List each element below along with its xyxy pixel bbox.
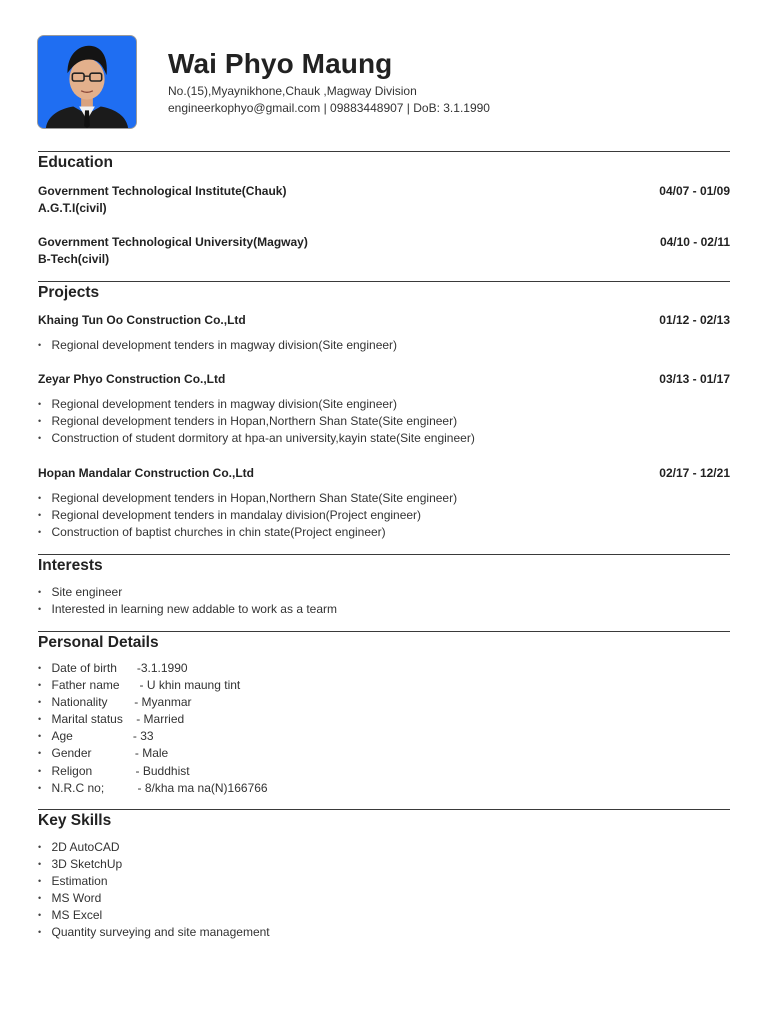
list-item: • Gender - Male	[38, 745, 268, 762]
project-dates: 02/17 - 12/21	[659, 466, 730, 480]
list-item: • Quantity surveying and site management	[38, 924, 270, 941]
project-dates: 03/13 - 01/17	[659, 372, 730, 386]
section-divider	[38, 151, 730, 152]
list-item: • Regional development tenders in magway division(Site engineer)	[38, 337, 397, 354]
project-dates: 01/12 - 02/13	[659, 313, 730, 327]
list-item: • Marital status - Married	[38, 711, 268, 728]
list-item: • Father name - U khin maung tint	[38, 677, 268, 694]
list-item: • Religon - Buddhist	[38, 763, 268, 780]
project-items	[38, 337, 397, 354]
list-item: • Construction of student dormitory at hpa-an university,kayin state(Site engineer)	[38, 430, 475, 447]
section-divider	[38, 281, 730, 282]
list-item: • MS Excel	[38, 907, 270, 924]
address-line: No.(15),Myaynikhone,Chauk ,Magway Division	[168, 84, 417, 98]
profile-photo	[37, 35, 137, 129]
education-dates: 04/07 - 01/09	[659, 184, 730, 198]
personal-details-list	[38, 660, 268, 797]
education-heading: Education	[38, 154, 113, 171]
list-item: • Site engineer	[38, 584, 337, 601]
project-items	[38, 396, 475, 447]
list-item: • MS Word	[38, 890, 270, 907]
list-item: • Nationality - Myanmar	[38, 694, 268, 711]
education-dates: 04/10 - 02/11	[659, 235, 730, 249]
interests-list	[38, 584, 337, 618]
project-company: Zeyar Phyo Construction Co.,Ltd	[38, 372, 226, 386]
list-item: • Regional development tenders in Hopan,Northern Shan State(Site engineer)	[38, 413, 475, 430]
interests-heading: Interests	[38, 557, 103, 574]
section-divider	[38, 554, 730, 555]
education-degree: B-Tech(civil)	[38, 252, 110, 266]
list-item: • 2D AutoCAD	[38, 839, 270, 856]
list-item: • 3D SketchUp	[38, 856, 270, 873]
list-item: • Age - 33	[38, 728, 268, 745]
personal-details-heading: Personal Details	[38, 634, 159, 651]
section-divider	[38, 631, 730, 632]
project-items	[38, 490, 457, 541]
list-item: • Regional development tenders in Hopan,Northern Shan State(Site engineer)	[38, 490, 457, 507]
education-institution: Government Technological Institute(Chauk)	[38, 184, 287, 198]
education-degree: A.G.T.I(civil)	[38, 201, 107, 215]
list-item: • Regional development tenders in mandalay division(Project engineer)	[38, 507, 457, 524]
list-item: • N.R.C no; - 8/kha ma na(N)166766	[38, 780, 268, 797]
contact-line: engineerkophyo@gmail.com | 09883448907 | DoB: 3.1.1990	[168, 101, 490, 115]
project-company: Khaing Tun Oo Construction Co.,Ltd	[38, 313, 246, 327]
list-item: • Date of birth -3.1.1990	[38, 660, 268, 677]
candidate-name: Wai Phyo Maung	[168, 48, 393, 79]
section-divider	[38, 809, 730, 810]
list-item: • Construction of baptist churches in chin state(Project engineer)	[38, 524, 457, 541]
list-item: • Estimation	[38, 873, 270, 890]
projects-heading: Projects	[38, 284, 100, 301]
project-company: Hopan Mandalar Construction Co.,Ltd	[38, 466, 254, 480]
education-institution: Government Technological University(Magway)	[38, 235, 308, 249]
list-item: • Interested in learning new addable to work as a tearm	[38, 601, 337, 618]
list-item: • Regional development tenders in magway division(Site engineer)	[38, 396, 475, 413]
key-skills-heading: Key Skills	[38, 812, 112, 829]
key-skills-list	[38, 839, 270, 942]
